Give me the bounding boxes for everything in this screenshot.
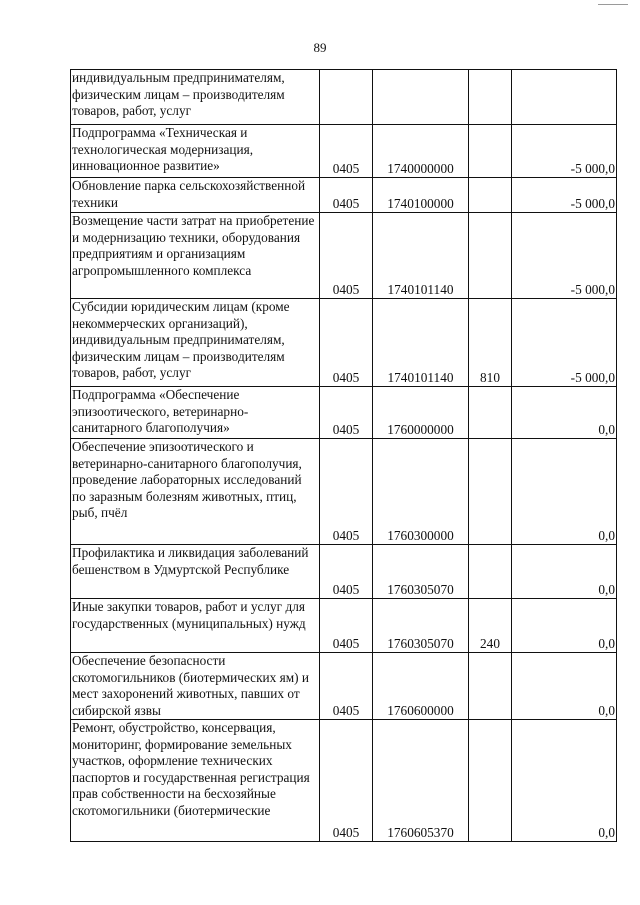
budget-table: [70, 69, 617, 842]
section-code: 0405: [320, 545, 373, 599]
expense-type: [469, 178, 512, 213]
table-row: [71, 125, 617, 178]
table-row: [71, 213, 617, 299]
amount: -5 000,0: [512, 125, 617, 178]
amount: -5 000,0: [512, 178, 617, 213]
item-name: Обеспечение эпизоотического и ветеринарно-санитарного благополучия, проведение лабораторных исследований по заразным болезням животных, птиц, рыб, пчёл: [71, 439, 320, 545]
item-name: Иные закупки товаров, работ и услуг для государственных (муниципальных) нужд: [71, 599, 320, 653]
amount: -5 000,0: [512, 213, 617, 299]
amount: 0,0: [512, 387, 617, 439]
target-code: 1760305070: [373, 599, 469, 653]
amount: -5 000,0: [512, 299, 617, 387]
amount: 0,0: [512, 545, 617, 599]
target-code: 1740101140: [373, 213, 469, 299]
item-name: Субсидии юридическим лицам (кроме некоммерческих организаций), индивидуальным предпринимателям, физическим лицам – производителям товаров, работ, услуг: [71, 299, 320, 387]
table-row: [71, 545, 617, 599]
item-name: Подпрограмма «Обеспечение эпизоотического, ветеринарно-санитарного благополучия»: [71, 387, 320, 439]
table-row: [71, 299, 617, 387]
amount: 0,0: [512, 599, 617, 653]
item-name: индивидуальным предпринимателям, физическим лицам – производителям товаров, работ, услуг: [71, 70, 320, 125]
section-code: 0405: [320, 599, 373, 653]
expense-type: 240: [469, 599, 512, 653]
item-name: Обеспечение безопасности скотомогильников (биотермических ям) и мест захоронений животных, павших от сибирской язвы: [71, 653, 320, 720]
expense-type: [469, 720, 512, 842]
table-row: [71, 653, 617, 720]
expense-type: 810: [469, 299, 512, 387]
section-code: 0405: [320, 653, 373, 720]
section-code: 0405: [320, 213, 373, 299]
table-row: [71, 387, 617, 439]
target-code: 1740101140: [373, 299, 469, 387]
target-code: 1760000000: [373, 387, 469, 439]
table-row: [71, 720, 617, 842]
amount: [512, 70, 617, 125]
item-name: Возмещение части затрат на приобретение и модернизацию техники, оборудования предприятиям и организациям агропромышленного комплекса: [71, 213, 320, 299]
expense-type: [469, 653, 512, 720]
section-code: 0405: [320, 720, 373, 842]
section-code: 0405: [320, 387, 373, 439]
page-number: 89: [313, 40, 327, 55]
section-code: 0405: [320, 178, 373, 213]
item-name: Профилактика и ликвидация заболеваний бешенством в Удмуртской Республике: [71, 545, 320, 599]
section-code: 0405: [320, 299, 373, 387]
table-row: [71, 439, 617, 545]
expense-type: [469, 70, 512, 125]
amount: 0,0: [512, 653, 617, 720]
item-name: Подпрограмма «Техническая и технологическая модернизация, инновационное развитие»: [71, 125, 320, 178]
table-row: [71, 70, 617, 125]
table-row: [71, 599, 617, 653]
target-code: 1760605370: [373, 720, 469, 842]
section-code: 0405: [320, 125, 373, 178]
item-name: Ремонт, обустройство, консервация, мониторинг, формирование земельных участков, оформление технических паспортов и государственная регистрация прав собственности на бесхозяйные скотомогильники (биотермические: [71, 720, 320, 842]
section-code: 0405: [320, 439, 373, 545]
expense-type: [469, 387, 512, 439]
expense-type: [469, 125, 512, 178]
expense-type: [469, 439, 512, 545]
expense-type: [469, 213, 512, 299]
target-code: 1760600000: [373, 653, 469, 720]
amount: 0,0: [512, 439, 617, 545]
item-name: Обновление парка сельскохозяйственной техники: [71, 178, 320, 213]
target-code: 1740000000: [373, 125, 469, 178]
amount: 0,0: [512, 720, 617, 842]
target-code: 1760305070: [373, 545, 469, 599]
expense-type: [469, 545, 512, 599]
table-row: [71, 178, 617, 213]
target-code: 1760300000: [373, 439, 469, 545]
target-code: [373, 70, 469, 125]
top-edge-line: [598, 4, 628, 5]
target-code: 1740100000: [373, 178, 469, 213]
section-code: [320, 70, 373, 125]
